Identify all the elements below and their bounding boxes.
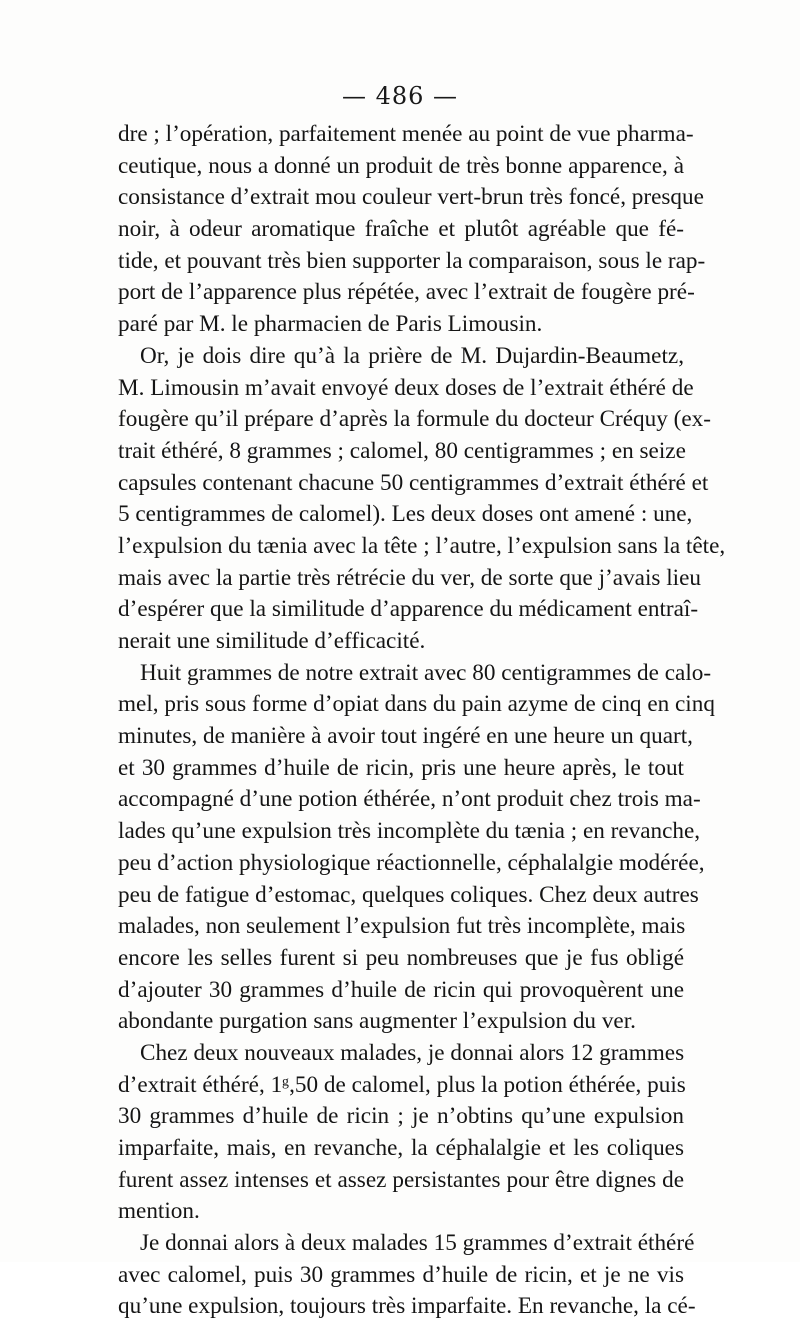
text-line: d’espérer que la similitude d’apparence du médicament entraî- [118,596,699,623]
text-line: peu de fatigue d’estomac, quelques coliques. Chez deux autres [118,881,699,908]
text-line: qu’une expulsion, toujours très imparfaite. En revanche, la cé- [118,1293,696,1320]
page-number-header: — 486 — [341,82,459,110]
text-line: minutes, de manière à avoir tout ingéré en une heure un quart, [118,723,693,750]
text-line: furent assez intenses et assez persistantes pour être dignes de [118,1166,684,1193]
text-line: dre ; l’opération, parfaitement menée au point de vue pharma- [118,121,694,147]
text-line: 5 centigrammes de calomel). Les deux doses ont amené : une, [118,501,693,528]
text-line: mention. [118,1198,200,1225]
text-line: d’extrait éthéré, 1ᵍ,50 de calomel, plus la potion éthérée, puis [118,1071,686,1098]
text-line: mais avec la partie très rétrécie du ver, de sorte que j’avais lieu [118,564,701,591]
text-line: M. Limousin m’avait envoyé deux doses de l’extrait éthéré de [118,374,694,401]
text-line: ceutique, nous a donné un produit de très bonne apparence, à [118,152,684,179]
text-line: et 30 grammes d’huile de ricin, pris une heure après, le tout [118,754,684,781]
text-line: capsules contenant chacune 50 centigrammes d’extrait éthéré et [118,469,709,496]
body-text [118,119,726,1323]
text-line: Chez deux nouveaux malades, je donnai alors 12 grammes [140,1039,685,1066]
text-line: 30 grammes d’huile de ricin ; je n’obtins qu’une expulsion [118,1103,684,1130]
text-line: avec calomel, puis 30 grammes d’huile de ricin, et je ne vis [118,1261,684,1288]
text-line: Je donnai alors à deux malades 15 grammes d’extrait éthéré [140,1230,695,1257]
text-line: Or, je dois dire qu’à la prière de M. Dujardin-Beaumetz, [140,342,684,369]
text-line: d’ajouter 30 grammes d’huile de ricin qui provoquèrent une [118,976,684,1003]
text-line: tide, et pouvant très bien supporter la comparaison, sous le rap- [118,247,706,274]
text-line: encore les selles furent si peu nombreuses que je fus obligé [118,944,684,971]
text-line: peu d’action physiologique réactionnelle, céphalalgie modérée, [118,849,705,876]
text-line: lades qu’une expulsion très incomplète du tænia ; en revanche, [118,818,701,845]
text-line: port de l’apparence plus répétée, avec l’extrait de fougère pré- [118,279,695,306]
text-line: mel, pris sous forme d’opiat dans du pain azyme de cinq en cinq [118,691,715,718]
text-line: fougère qu’il prépare d’après la formule du docteur Créquy (ex- [118,406,711,433]
text-line: paré par M. le pharmacien de Paris Limousin. [118,311,543,338]
text-line: accompagné d’une potion éthérée, n’ont produit chez trois ma- [118,786,701,813]
text-line: Huit grammes de notre extrait avec 80 centigrammes de calo- [140,659,712,686]
text-line: consistance d’extrait mou couleur vert-brun très foncé, presque [118,184,704,211]
text-line: abondante purgation sans augmenter l’expulsion du ver. [118,1008,636,1035]
text-line: imparfaite, mais, en revanche, la céphalalgie et les coliques [118,1135,684,1161]
text-line: trait éthéré, 8 grammes ; calomel, 80 centigrammes ; en seize [118,437,686,464]
text-line: nerait une similitude d’efficacité. [118,628,426,654]
text-line: noir, à odeur aromatique fraîche et plutôt agréable que fé- [118,216,684,243]
text-line: malades, non seulement l’expulsion fut très incomplète, mais [118,913,686,940]
text-line: l’expulsion du tænia avec la tête ; l’autre, l’expulsion sans la tête, [118,532,726,559]
